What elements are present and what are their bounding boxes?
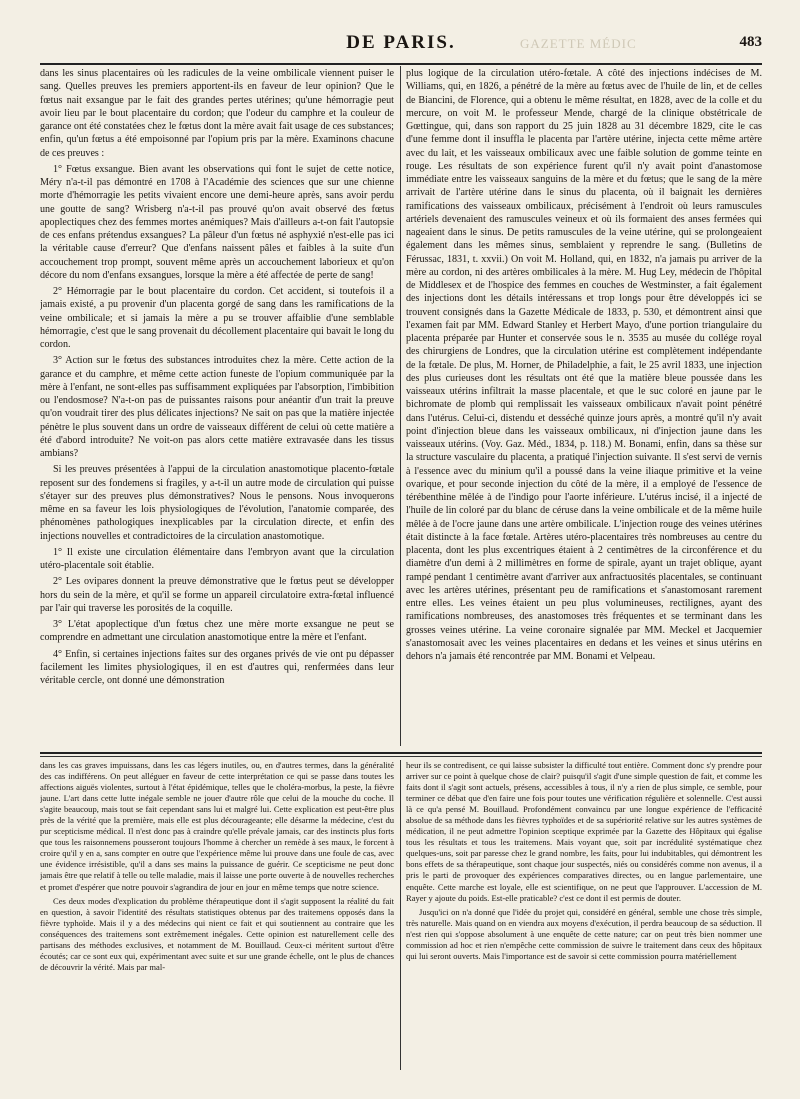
- paragraph: heur ils se contredisent, ce qui laisse subsister la difficulté tout entière. Comment donc s'y prendre pour arriver sur ce point à quelque chose de clair? puisqu'il s'agit d'une simple question de fait, et comme les faits dont il s'agit sont actuels, présens, accessibles à tous, il n'y a rien de plus simple, ce semble, pour terminer ce débat que d'en faire une fois pour toutes une vérification régulière et solennelle. C'est aussi là ce qu'a pensé M. Bouillaud. Profondément convaincu par une longue expérience de l'efficacité absolue de sa méthode dans les fièvres typhoïdes et de sa supériorité relative sur les autres systèmes de médication, il ne peut admettre l'opinion sceptique exprimée par la Gazette des Hôpitaux qui égalise tous les résultats et tous les traitemens. Mais voyant que, soit par incrédulité systématique chez quelques-uns, soit par paresse chez le grand nombre, les faits, pour lui indubitables, qui démontrent les bons effets de sa thérapeutique, sont chaque jour suspectés, niés ou considérés comme non avenus, il a pris le parti de provoquer des expériences comparatives directes, ou en langue parlementaire, une enquête. Cette marche est loyale, elle est scientifique, on ne peut que l'approuver. L'accession de M. Rayer y ajoute du poids. Est-elle praticable? c'est ce dont il est permis de douter.: [406, 760, 762, 903]
- paragraph: 4° Enfin, si certaines injections faites sur des organes privés de vie ont pu dépasser facilement les limites physiologiques, il en est d'autres qui, renfermées dans leur véritable cercle, ont donné une démonstration: [40, 648, 394, 686]
- paragraph: 3° L'état apoplectique d'un fœtus chez une mère morte exsangue ne peut se comprendre en admettant une circulation anastomotique entre la mère et l'enfant.: [40, 619, 394, 644]
- lower-left-column: [40, 760, 394, 1070]
- lower-right-column: [406, 760, 762, 1070]
- paragraph: Jusqu'ici on n'a donné que l'idée du projet qui, considéré en général, semble une chose très simple, très naturelle. Mais quand on en viendra aux moyens d'exécution, il perdra beaucoup de sa séduction. Il n'est rien qui s'oppose absolument à une enquête de cette nature; car on peut très bien nommer une commission ad hoc et rien n'empêche cette commission de suivre le traitement dans ceux des hôpitaux qui lui seront ouverts. Mais l'importance est de savoir si cette commission pourra matériellement: [406, 906, 762, 961]
- upper-right-column: [406, 67, 762, 747]
- paragraph: plus logique de la circulation utéro-fœtale. A côté des injections indécises de M. Williams, qui, en 1826, a pénétré de la mère au fœtus avec de l'huile de lin, et de celles de Biancini, de Florence, qui a obtenu le même résultat, en 1828, avec de la colle et du mercure, on voit M. le professeur Mende, chargé de la clinique obstétricale de Gœttingue, qui, dans son rapport du 25 juin 1828 au 31 décembre 1829, cite le cas d'une femme dont il insuffla le placenta par l'artère utérine, injecta cette même artère avec du lait, et les vaisseaux ombilicaux avec une faible solution de gomme teinte en rouge. Les résultats de son expérience furent qu'il n'y avait point d'anastomose immédiate entre les vaisseaux sanguins de la mère et du fœtus; que le sang de la mère arrivait de l'artère utérine dans le sinus du placenta, où il baignait les dernières ramifications des vaisseaux ombilicaux, précisément à l'endroit où leurs ramuscules artériels devenaient des ramuscules veineux et où ils formaient des anses fermées qui nageaient dans le sinus. De petits ramuscules de la veine utérine, qui se prolongeaient également dans les mêmes sinus, semblaient y reprendre le sang. (Bulletins de Férussac, 1831, t. xxvii.) On voit M. Holland, qui, en 1832, n'a jamais pu arriver de la mère au cordon, ni des artères ombilicales à la mère. M. Hug Ley, médecin de l'hôpital de Middlesex et de l'hospice des femmes en couches de Westminster, a fait également des injections dont les détails intéressans et trop longs pour être développés ici se trouvent consignés dans la Gazette Médicale de 1833, p. 530, et démontrent ainsi que l'examen fait par MM. Edward Stanley et Herbert Mayo, d'une portion triangulaire du placenta préparée par Hunter et conservée sous le n. 3535 au musée du collége royal des chirurgiens de Londres, que la circulation utérine est complètement indépendante de la fœtale. De plus, M. Horner, de Philadelphie, a fait, le 25 avril 1833, une injection des plus curieuses dont les résultats ont été que la matière bleue poussée dans les vaisseaux utérins infiltrait la masse placentale, et que le suc coloré en jaune par le bichromate de plomb qui remplissait les vaisseaux ombilicaux n'avait point pénétré dans l'utérus. Celui-ci, distendu et desséché quinze jours après, a montré qu'il n'y avait point d'injection bleue dans les vaisseaux ombilicaux, ni d'injection jaune dans les vaisseaux utérins. (Voy. Gaz. Méd., 1834, p. 118.) M. Bonami, enfin, dans sa thèse sur la structure vasculaire du placenta, a pratiqué l'injection suivante. Il s'est servi de vernis à l'essence avec du minium qu'il a poussé dans la veine iliaque primitive et la veine ovarique, et pour seconde injection du côté de la mère, il a employé de l'essence de térébenthine mêlée à de l'indigo pour l'aorte inférieure. L'utérus incisé, il a injecté de l'huile de lin coloré par du blanc de céruse dans la veine ombilicale et de la même huile mêlée à de l'ocre jaune dans une artère ombilicale. L'injection rouge des veines utérines était distincte à la face fœtale. Artères utéro-placentaires très nombreuses au centre du placenta, dont les plus excentriques étaient à 2 centimètres de la circonférence et du diamètre d'un demi à 2 millimètres en forme de spirale, ayant un trajet oblique, ayant rampé pendant 1 centimètre avant d'arriver aux anfractuosités placentales, se continuant avec les artères utérines, présentant peu de ramifications et s'anastomosant rarement entre elles. Les veines étaient un peu plus volumineuses, rectilignes, ayant des ramifications nombreuses, des anastomoses très fréquentes et se terminant dans les grosses veines utérine. La veine coronaire signalée par MM. Meckel et Jacquemier s'anastomosait avec les veines placentaires en dedans et les veines et sinus utérins en dehors n'a jamais été rencontrée par MM. Bonami et Velpeau.: [406, 68, 762, 662]
- paragraph: 2° Les ovipares donnent la preuve démonstrative que le fœtus peut se développer hors du sein de la mère, et qu'il se forme un appareil circulatoire extra-fœtal influencé par l'air qui traverse les porosités de la coquille.: [40, 576, 394, 614]
- column-divider: [400, 760, 401, 1070]
- header-rule: [40, 63, 762, 65]
- paragraph: dans les cas graves impuissans, dans les cas légers inutiles, ou, en d'autres termes, dans la généralité des cas indifférens. On peut alléguer en faveur de cette interprétation ce qui se passe dans toutes les affections aiguës violentes, surtout à l'état épidémique, telles que le choléra-morbus, la peste, la fièvre jaune. L'art dans cette lutte inégale semble ne jouer d'autre rôle que celui de la mouche du coche. Il s'agite beaucoup, mais tout se fait cependant sans lui et malgré lui. Cette explication est peut-être plus près de la vérité que la première, mais elle est plus décourageante; elle désarme la médecine, c'est du pur scepticisme médical. Il n'est donc pas à craindre qu'elle prévale jamais, car des instincts plus forts que tous les raisonnemens pousseront toujours l'homme à chercher un remède à ses maux, le forcent à croire qu'il y en a, sans compter en outre que l'expérience même lui prouve dans une foule de cas, avec une évidence irrésistible, qu'il a dans ses mains la puissance de guérir. Ce scepticisme ne peut donc jamais être que relatif à telle ou telle maladie, mais il laisse une porte ouverte à de nouvelles recherches et promet d'espérer que notre pouvoir s'agrandira de jour en jour en même temps que notre science.: [40, 760, 394, 892]
- running-title: DE PARIS.: [346, 32, 456, 53]
- paragraph: Si les preuves présentées à l'appui de la circulation anastomotique placento-fœtale reposent sur des fondemens si fragiles, y a-t-il un autre mode de circulation qui puisse s'étayer sur des preuves plus démonstratives? Nous le pensons. Nous invoquerons même en sa faveur les lois physiologiques de l'évolution, l'anatomie comparée, des phénomènes pathologiques inexplicables par la circulation directe, et enfin des injections nouvelles et contradictoires de la circulation anastomotique.: [40, 464, 394, 542]
- upper-left-column: [40, 67, 394, 747]
- paragraph: dans les sinus placentaires où les radicules de la veine ombilicale viennent puiser le sang. Quelles preuves les premiers apportent-ils en faveur de leur opinion? Que le fœtus nait exsangue par le fait des grandes pertes utérines; qu'une hémorragie peut avoir lieu par le bout placentaire du cordon; que l'odeur du camphre et la couleur de garance ont été constatées chez le fœtus dont la mère avait fait usage de ces substances; enfin, qu'un fœtus a été empoisonné par l'opium pris par la mère. Examinons chacune de ces preuves :: [40, 68, 394, 159]
- paragraph: 3° Action sur le fœtus des substances introduites chez la mère. Cette action de la garance et du camphre, et même cette action funeste de l'opium communiquée par la mère à l'enfant, ne sont-elles pas suffisamment expliquées par l'absorption, l'imbibition ou l'endosmose? N'a-t-on pas de puissantes raisons pour anéantir d'un trait la preuve qu'on voudrait tirer des plus délicates injections? Ne sait on pas que la matière injectée pénètre le plus souvent dans un ordre de vaisseaux différent de celui où cette matière a été d'abord introduite? Ne voit-on pas alors cette matière extravasée dans les tissus ambians?: [40, 355, 394, 459]
- section-rule-thin: [40, 756, 762, 757]
- running-title-ghost: GAZETTE MÉDIC: [520, 36, 637, 51]
- paragraph: 2° Hémorragie par le bout placentaire du cordon. Cet accident, si toutefois il a jamais existé, a pu provenir d'un placenta gorgé de sang dans les ramifications de la veine ombilicale; et si jamais la mère a pu se trouver affaiblie d'une semblable hémorragie, c'est que le sang provenait du décollement placentaire qui bavait le long du cordon.: [40, 286, 394, 350]
- paragraph: Ces deux modes d'explication du problème thérapeutique dont il s'agit supposent la réalité du fait en question, à savoir l'identité des résultats statistiques obtenus par des traitemens opposés dans la fièvre typhoïde. Mais il y a des médecins qui nient ce fait et qui soutiennent au contraire que les conséquences des traitemens sont extrêmement inégales. Cette opinion est naturellement celle des partisans des méthodes exclusives, et notamment de M. Bouillaud. Ceux-ci méritent surtout d'être écoutés; car ce sont eux qui, expérimentant avec suite et sur une grande échelle, ont le plus de chances de découvrir la vérité. Mais par mal-: [40, 895, 394, 972]
- page-header: [40, 30, 762, 60]
- column-divider: [400, 66, 401, 746]
- page-number: 483: [739, 34, 762, 50]
- paragraph: 1° Fœtus exsangue. Bien avant les observations qui font le sujet de cette notice, Méry n'a-t-il pas démontré en 1708 à l'Académie des sciences que sur une chienne morte d'hémorragie les petits vivaient encore une demi-heure après, sans avoir perdu une goutte de sang? Wrisberg n'a-t-il pas prouvé qu'on avait observé des fœtus apoplectiques chez des femmes mortes anémiques? Mais d'ailleurs a-t-on fait l'autopsie de ces enfans prétendus exsangues? La pâleur d'un fœtus né asphyxié n'est-elle pas ici la véritable cause d'erreur? Que d'enfans naissent pâles et faibles à la suite d'un accouchement trop prompt, souvent même après un accouchement laborieux et qu'on décore du nom d'enfans exsangues, lorsque la mère a été affectée de perte de sang!: [40, 163, 394, 281]
- paragraph: 1° Il existe une circulation élémentaire dans l'embryon avant que la circulation utéro-placentale soit établie.: [40, 546, 394, 571]
- section-rule: [40, 752, 762, 754]
